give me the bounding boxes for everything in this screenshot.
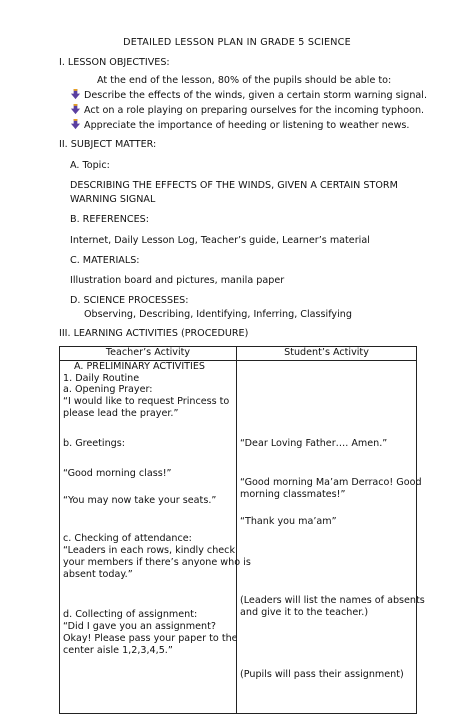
- teacher-line: “Leaders in each rows, kindly check: [63, 545, 236, 556]
- teacher-line: 1. Daily Routine: [63, 373, 140, 384]
- student-activity-cell: [237, 361, 425, 714]
- objective-item: Appreciate the importance of heeding or listening to weather news.: [84, 120, 410, 131]
- objective-item: Describe the effects of the winds, given a certain storm warning signal.: [84, 90, 428, 101]
- student-line: morning classmates!”: [240, 489, 346, 500]
- student-line: “Good morning Ma’am Derraco! Good: [240, 477, 422, 488]
- arrow-bullet-icon: [70, 119, 82, 131]
- teacher-line: b. Greetings:: [63, 438, 125, 449]
- document-title: DETAILED LESSON PLAN IN GRADE 5 SCIENCE: [123, 37, 351, 48]
- student-activity-header: Student’s Activity: [237, 347, 417, 361]
- processes-text: Observing, Describing, Identifying, Inferring, Classifying: [84, 309, 352, 320]
- materials-label: C. MATERIALS:: [70, 255, 140, 266]
- teacher-line: center aisle 1,2,3,4,5.”: [63, 645, 173, 656]
- teacher-line: “I would like to request Princess to: [63, 396, 230, 407]
- topic-text-line1: DESCRIBING THE EFFECTS OF THE WINDS, GIVEN A CERTAIN STORM: [70, 180, 398, 191]
- teacher-line: “You may now take your seats.”: [63, 495, 217, 506]
- objective-item: Act on a role playing on preparing ourselves for the incoming typhoon.: [84, 105, 425, 116]
- student-line: (Leaders will list the names of absents: [240, 595, 425, 606]
- student-line: (Pupils will pass their assignment): [240, 669, 404, 680]
- section-objectives-heading: I. LESSON OBJECTIVES:: [59, 57, 170, 68]
- student-line: and give it to the teacher.): [240, 607, 369, 618]
- student-line: “Thank you ma’am”: [240, 516, 337, 527]
- arrow-bullet-icon: [70, 89, 82, 101]
- objectives-intro: At the end of the lesson, 80% of the pupils should be able to:: [97, 75, 392, 86]
- teacher-line: d. Collecting of assignment:: [63, 609, 198, 620]
- teacher-line: “Did I gave you an assignment?: [63, 621, 216, 632]
- arrow-bullet-icon: [70, 104, 82, 116]
- references-text: Internet, Daily Lesson Log, Teacher’s guide, Learner’s material: [70, 235, 370, 246]
- table-row: [60, 361, 417, 714]
- topic-label: A. Topic:: [70, 160, 110, 171]
- teacher-line: A. PRELIMINARY ACTIVITIES: [74, 361, 206, 372]
- student-line: “Dear Loving Father…. Amen.”: [240, 438, 388, 449]
- teacher-activity-header: Teacher’s Activity: [60, 347, 237, 361]
- topic-text-line2: WARNING SIGNAL: [70, 194, 156, 205]
- teacher-activity-cell: [60, 361, 251, 714]
- teacher-line: Okay! Please pass your paper to the: [63, 633, 238, 644]
- section-subject-heading: II. SUBJECT MATTER:: [59, 139, 157, 150]
- teacher-line: absent today.”: [63, 569, 133, 580]
- table-header-row: [60, 347, 417, 361]
- activities-table: [59, 346, 425, 714]
- teacher-line: a. Opening Prayer:: [63, 384, 153, 395]
- teacher-line: please lead the prayer.”: [63, 408, 179, 419]
- references-label: B. REFERENCES:: [70, 214, 149, 225]
- teacher-line: your members if there’s anyone who is: [63, 557, 251, 568]
- materials-text: Illustration board and pictures, manila paper: [70, 275, 285, 286]
- processes-label: D. SCIENCE PROCESSES:: [70, 295, 189, 306]
- teacher-line: c. Checking of attendance:: [63, 533, 192, 544]
- teacher-line: “Good morning class!”: [63, 468, 172, 479]
- section-activities-heading: III. LEARNING ACTIVITIES (PROCEDURE): [59, 328, 249, 339]
